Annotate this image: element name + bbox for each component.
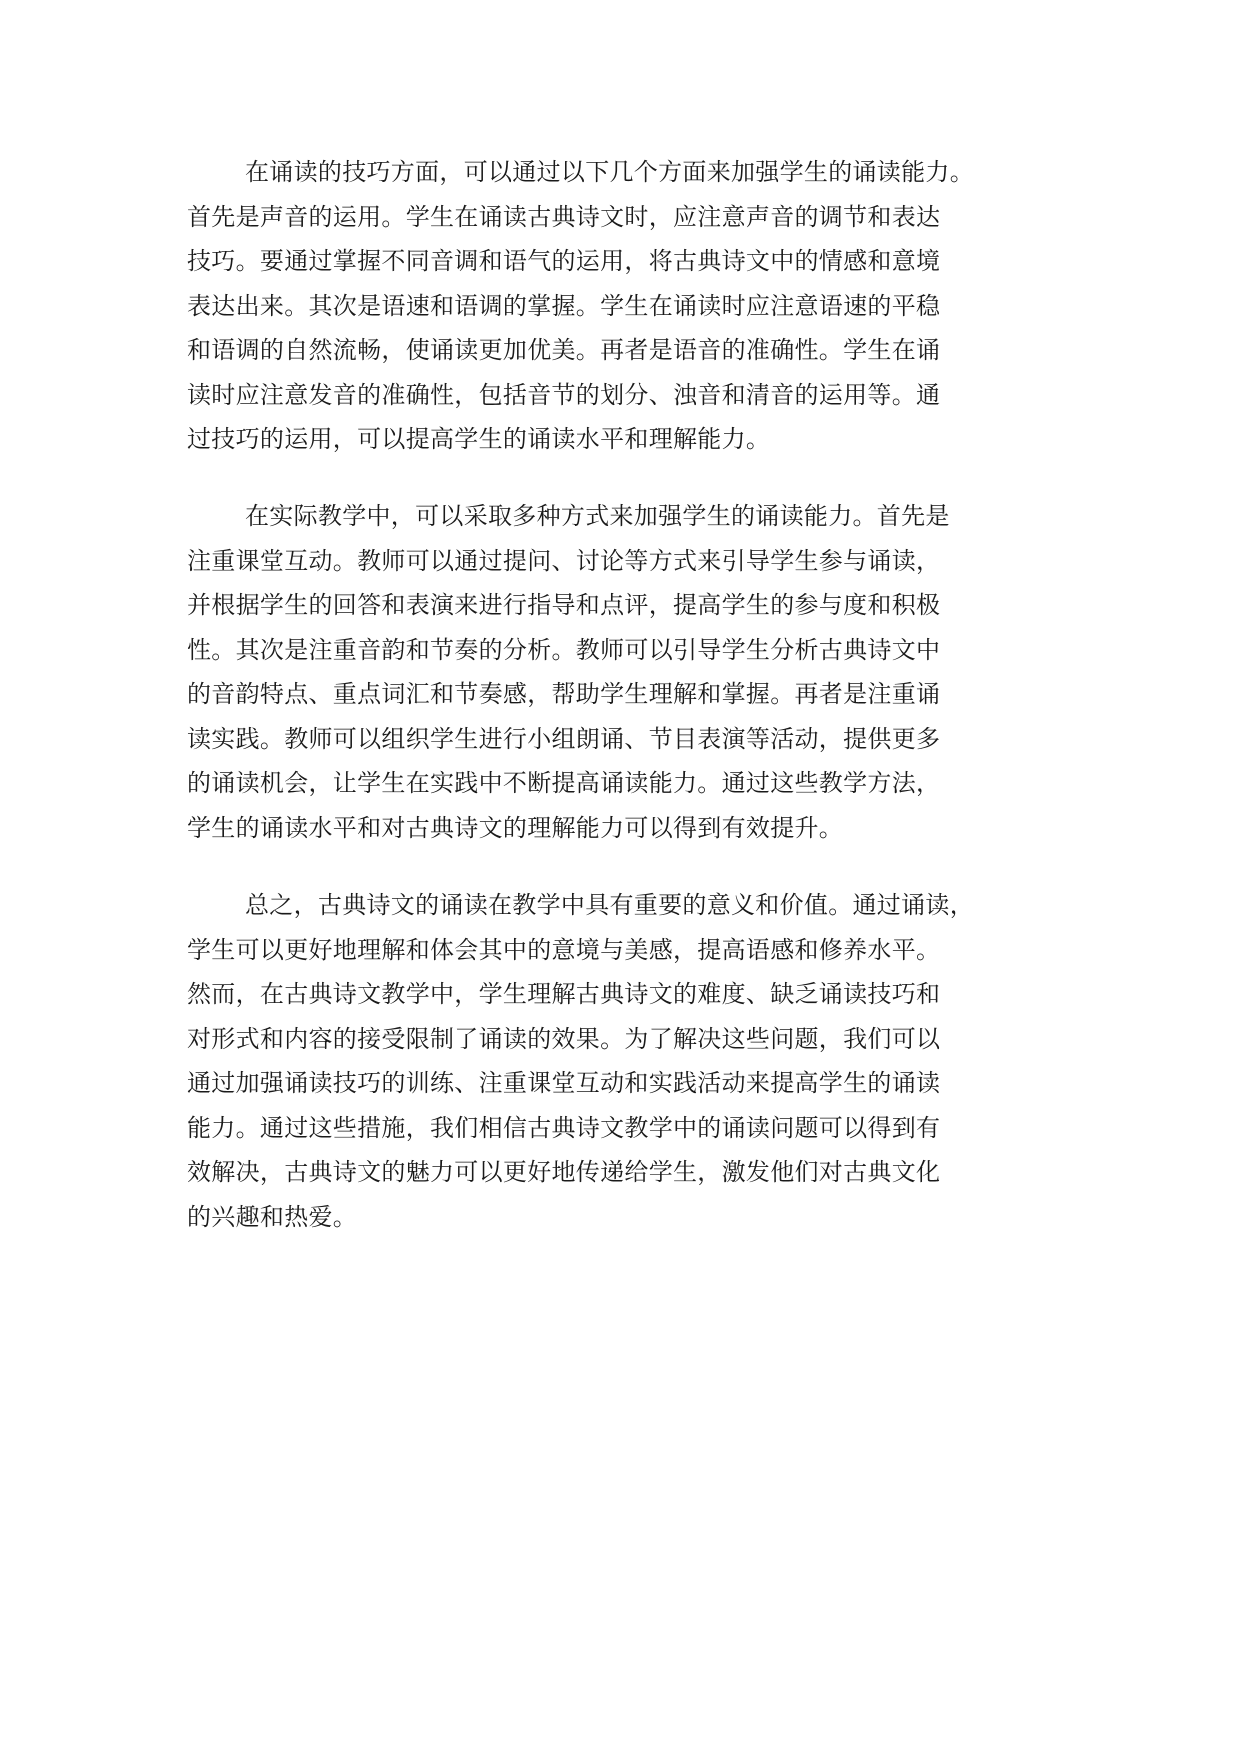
text-line: 性。其次是注重音韵和节奏的分析。教师可以引导学生分析古典诗文中 [187,635,941,664]
text-line: 读时应注意发音的准确性，包括音节的划分、浊音和清音的运用等。通 [187,380,941,409]
text-line: 总之，古典诗文的诵读在教学中具有重要的意义和价值。通过诵读， [245,891,974,919]
text-line: 技巧。要通过掌握不同音调和语气的运用，将古典诗文中的情感和意境 [187,247,941,275]
text-line: 并根据学生的回答和表演来进行指导和点评，提高学生的参与度和积极 [187,591,941,619]
text-line: 能力。通过这些措施，我们相信古典诗文教学中的诵读问题可以得到有 [187,1113,941,1142]
text-line: 首先是声音的运用。学生在诵读古典诗文时，应注意声音的调节和表达 [187,202,941,231]
paragraph-conclusion [187,883,1087,1239]
text-line: 注重课堂互动。教师可以通过提问、讨论等方式来引导学生参与诵读， [187,546,941,575]
text-line: 在实际教学中，可以采取多种方式来加强学生的诵读能力。首先是 [245,502,950,530]
text-line: 的音韵特点、重点词汇和节奏感，帮助学生理解和掌握。再者是注重诵 [187,680,941,708]
text-line: 通过加强诵读技巧的训练、注重课堂互动和实践活动来提高学生的诵读 [187,1069,941,1097]
text-line: 对形式和内容的接受限制了诵读的效果。为了解决这些问题，我们可以 [187,1024,941,1053]
paragraph-teaching-practice [187,494,1087,850]
text-line: 在诵读的技巧方面，可以通过以下几个方面来加强学生的诵读能力。 [245,158,974,186]
text-line: 然而，在古典诗文教学中，学生理解古典诗文的难度、缺乏诵读技巧和 [187,980,941,1008]
text-line: 和语调的自然流畅，使诵读更加优美。再者是语音的准确性。学生在诵 [187,336,941,364]
paragraph-reading-techniques [187,150,1087,462]
text-line: 学生的诵读水平和对古典诗文的理解能力可以得到有效提升。 [187,813,844,842]
text-line: 学生可以更好地理解和体会其中的意境与美感，提高语感和修养水平。 [187,935,941,964]
text-line: 表达出来。其次是语速和语调的掌握。学生在诵读时应注意语速的平稳 [187,291,941,320]
text-line: 的兴趣和热爱。 [187,1202,358,1231]
text-line: 读实践。教师可以组织学生进行小组朗诵、节目表演等活动，提供更多 [187,724,941,753]
text-line: 的诵读机会，让学生在实践中不断提高诵读能力。通过这些教学方法， [187,769,941,797]
text-line: 过技巧的运用，可以提高学生的诵读水平和理解能力。 [187,425,771,453]
text-line: 效解决，古典诗文的魅力可以更好地传递给学生，激发他们对古典文化 [187,1158,941,1186]
